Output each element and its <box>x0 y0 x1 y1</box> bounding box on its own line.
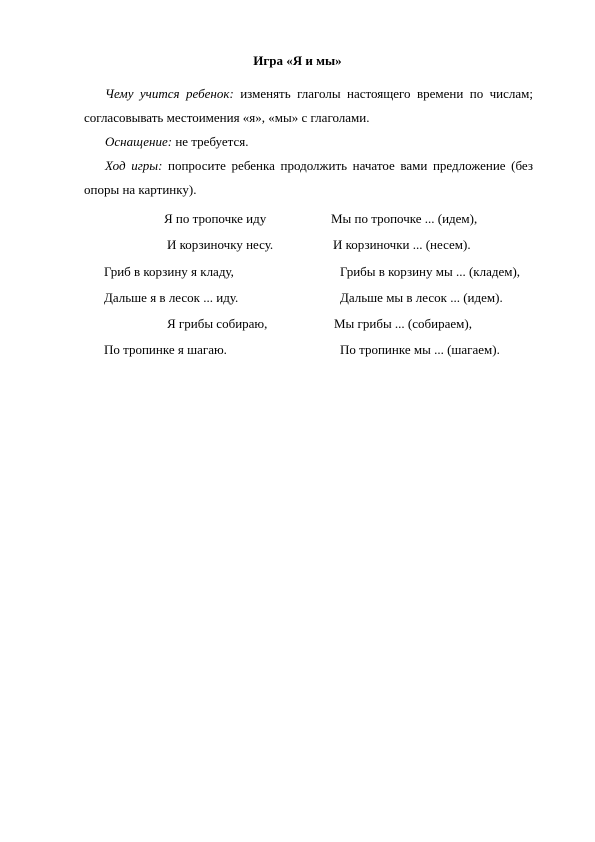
equipment-paragraph <box>84 130 533 154</box>
poem-line-left: И корзиночку несу. <box>167 237 274 252</box>
poem-line-right: По тропинке мы ... (шагаем). <box>340 342 500 357</box>
process-paragraph <box>84 154 533 202</box>
equipment-text: не требуется. <box>172 134 249 149</box>
poem-line-right: Мы грибы ... (собираем), <box>334 316 472 331</box>
goal-label: Чему учится ребенок: <box>105 86 234 101</box>
poem-line-left: Дальше я в лесок ... иду. <box>104 290 239 305</box>
poem-line-right: И корзиночки ... (несем). <box>333 237 471 252</box>
poem-line-left: Я грибы собираю, <box>167 316 268 331</box>
poem-line-right: Дальше мы в лесок ... (идем). <box>340 290 503 305</box>
process-label: Ход игры: <box>105 158 163 173</box>
document-title: Игра «Я и мы» <box>253 53 342 68</box>
goal-text: изменять глаголы настоящего времени по числам; согласовывать местоимения «я», «мы» с глаголами. <box>84 86 533 125</box>
poem-line-left: Я по тропочке иду <box>164 211 267 226</box>
equipment-label: Оснащение: <box>105 134 173 149</box>
poem-line-right: Грибы в корзину мы ... (кладем), <box>340 264 521 279</box>
process-text: попросите ребенка продолжить начатое вами предложение (без опоры на картинку). <box>84 158 533 197</box>
poem-line-left: Гриб в корзину я кладу, <box>104 264 234 279</box>
poem-line-right: Мы по тропочке ... (идем), <box>331 211 478 226</box>
poem-line-left: По тропинке я шагаю. <box>104 342 227 357</box>
goal-paragraph <box>84 82 533 130</box>
